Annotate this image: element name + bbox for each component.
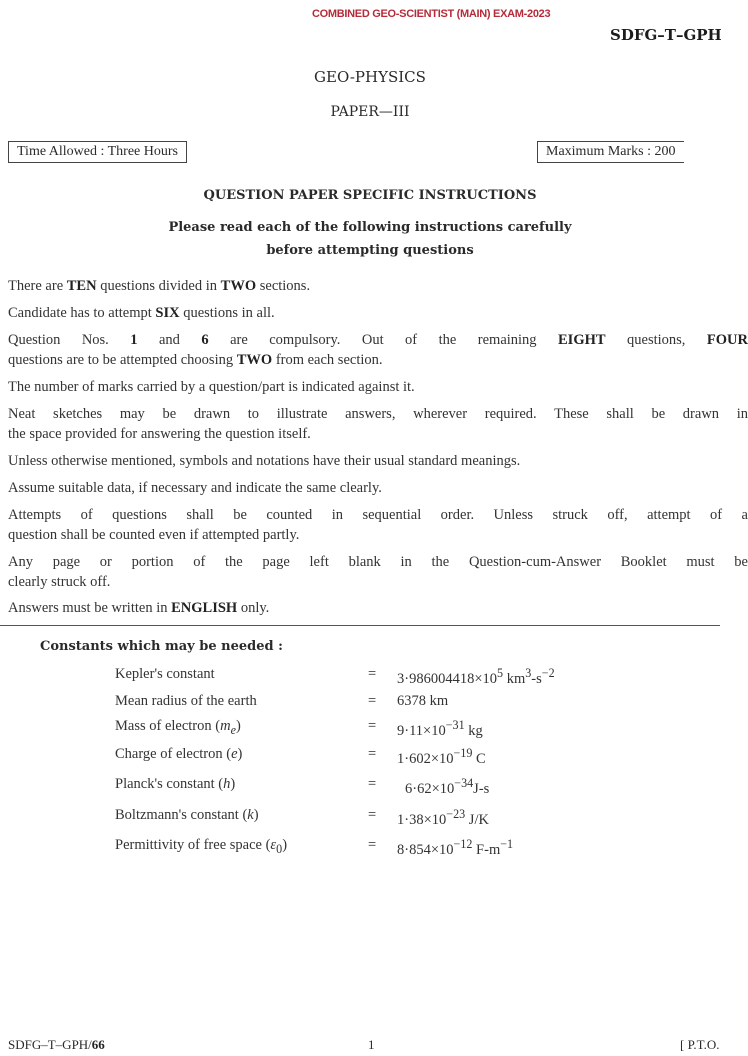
instructions-subheading-1: Please read each of the following instructions carefully bbox=[168, 220, 572, 235]
instruction-3 bbox=[8, 332, 748, 349]
paper-number: PAPER—III bbox=[330, 104, 410, 120]
equals-sign: = bbox=[368, 837, 377, 853]
constant-name-planck: Planck's constant (h) bbox=[115, 776, 236, 792]
instruction-5-line-2: the space provided for answering the question itself. bbox=[8, 426, 311, 442]
equals-sign: = bbox=[368, 718, 377, 734]
instruction-7: Assume suitable data, if necessary and indicate the same clearly. bbox=[8, 480, 382, 496]
constant-value-boltzmann: $1\cdot 38\times 10^{-23}$ J/K bbox=[397, 807, 489, 828]
constant-value-electron-charge: $1\cdot 602\times 10^{-19}$ C bbox=[397, 746, 486, 767]
constant-value-earth-radius: 6378 km bbox=[397, 693, 449, 709]
exam-stamp: COMBINED GEO-SCIENTIST (MAIN) EXAM-2023 bbox=[312, 8, 551, 20]
instruction-6: Unless otherwise mentioned, symbols and notations have their usual standard meanings. bbox=[8, 453, 521, 469]
constant-value-electron-mass: $9\cdot 11\times 10^{-31}$ kg bbox=[397, 718, 483, 739]
instruction-1: There are TEN questions divided in TWO sections. bbox=[8, 278, 311, 294]
constant-value-planck: $6\cdot 62\times 10^{-34}J-s$ bbox=[405, 776, 490, 797]
time-allowed-box: Time Allowed : Three Hours bbox=[8, 141, 187, 163]
instruction-10: Answers must be written in ENGLISH only. bbox=[8, 600, 270, 616]
constants-heading: Constants which may be needed : bbox=[40, 639, 283, 654]
constant-name-kepler: Kepler's constant bbox=[115, 666, 215, 682]
constant-name-electron-mass: Mass of electron $(m_e)$ bbox=[115, 718, 241, 737]
equals-sign: = bbox=[368, 666, 377, 682]
instruction-3-line-1: Question Nos. 1 and 6 are compulsory. Out of the remaining EIGHT questions, FOUR bbox=[8, 332, 748, 348]
paper-code: SDFG–T–GPH bbox=[610, 26, 722, 44]
instruction-9: Any page or portion of the page left blank in the Question-cum-Answer Booklet must be bbox=[8, 554, 748, 570]
subject-title: GEO-PHYSICS bbox=[314, 68, 426, 86]
equals-sign: = bbox=[368, 693, 377, 709]
constant-name-permittivity: Permittivity of free space $(\varepsilon_0)$ bbox=[115, 837, 288, 856]
constant-name-electron-charge: Charge of electron (e) bbox=[115, 746, 243, 762]
maximum-marks-box: Maximum Marks : 200 bbox=[537, 141, 684, 163]
instruction-3-line-2: questions are to be attempted choosing TWO from each section. bbox=[8, 352, 383, 368]
instruction-8-line-2: question shall be counted even if attempted partly. bbox=[8, 527, 300, 543]
instruction-4: The number of marks carried by a question/part is indicated against it. bbox=[8, 379, 415, 395]
instructions-heading: QUESTION PAPER SPECIFIC INSTRUCTIONS bbox=[203, 188, 537, 203]
please-turn-over: [ P.T.O. bbox=[680, 1037, 720, 1052]
section-divider bbox=[0, 625, 720, 626]
instruction-5: Neat sketches may be drawn to illustrate answers, wherever required. These shall be drawn in bbox=[8, 406, 748, 422]
constant-value-permittivity: $8\cdot 854\times 10^{-12}$ $F-m^{-1}$ bbox=[397, 837, 514, 858]
instruction-8: Attempts of questions shall be counted in sequential order. Unless struck off, attempt of a bbox=[8, 507, 748, 523]
instruction-2: Candidate has to attempt SIX questions in all. bbox=[8, 305, 275, 321]
instructions-subheading-2: before attempting questions bbox=[266, 243, 474, 258]
footer-paper-code: SDFG–T–GPH/66 bbox=[8, 1037, 105, 1052]
constant-name-earth-radius: Mean radius of the earth bbox=[115, 693, 257, 709]
equals-sign: = bbox=[368, 746, 377, 762]
instruction-9-line-2: clearly struck off. bbox=[8, 574, 111, 590]
equals-sign: = bbox=[368, 776, 377, 792]
page-number: 1 bbox=[368, 1037, 375, 1052]
constant-value-kepler: $3\cdot 986004418\times 10^5$ $km^3-s^{-2}$ bbox=[397, 666, 555, 687]
constant-name-boltzmann: Boltzmann's constant (k) bbox=[115, 807, 259, 823]
equals-sign: = bbox=[368, 807, 377, 823]
